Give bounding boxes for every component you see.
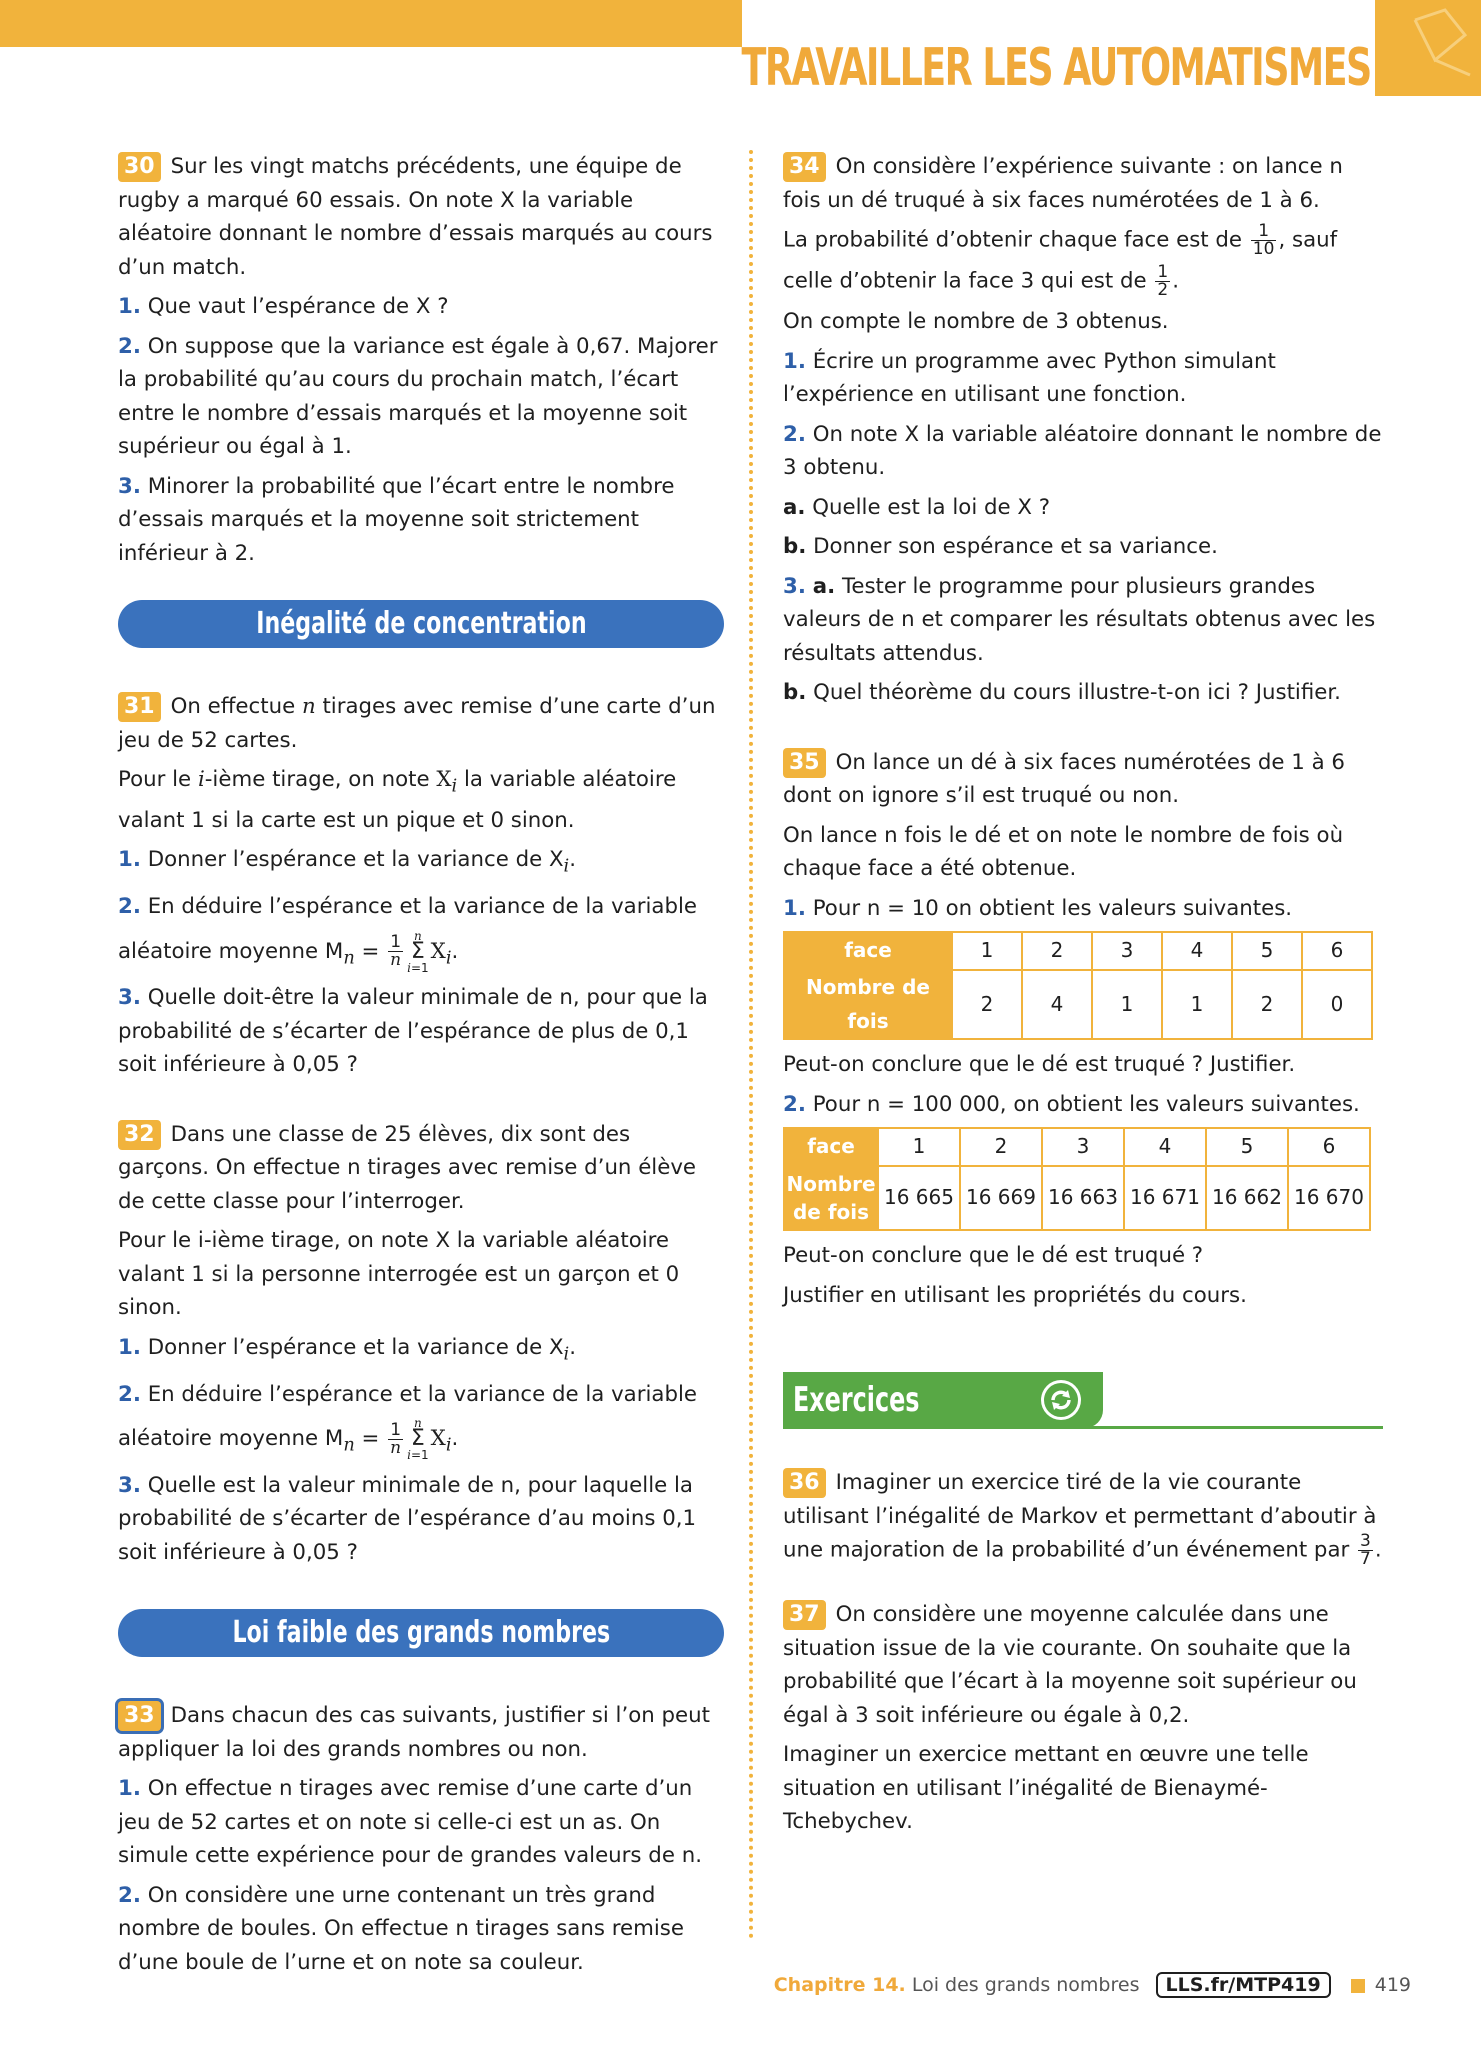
left-column <box>118 150 724 2009</box>
question-number: 2. <box>118 894 141 919</box>
table-cell: 16 669 <box>960 1166 1042 1230</box>
question-text: On suppose que la variance est égale à 0,67. Majorer la probabilité qu’au cours du prochain match, l’écart entre le nombre d’essais marqués et la moyenne soit supérieur ou égal à 1. <box>118 333 718 459</box>
exercise-text: On considère l’expérience suivante : on lance n fois un dé truqué à six faces numérotées de 1 à 6. <box>783 154 1343 213</box>
exercise-35 <box>783 746 1383 1313</box>
question-number: 2. <box>118 1882 141 1908</box>
text: -ième tirage, on note <box>204 767 437 792</box>
fraction: $\frac{1}{n}$ <box>390 1419 402 1458</box>
exercise-text: On considère une moyenne calculée dans une situation issue de la vie courante. On souhaite que la probabilité que l’écart à la moyenne soit supérieur ou égal à 3 soit inférieure ou égale à 0,2. <box>783 1602 1357 1728</box>
sub-question-label: a. <box>812 573 836 599</box>
question-text: Peut-on conclure que le dé est truqué ? Justifier. <box>783 1052 1296 1077</box>
question-text: Quel théorème du cours illustre-t-on ici ? Justifier. <box>813 680 1341 705</box>
question-number: 2. <box>118 333 141 359</box>
question-text: Tester le programme pour plusieurs grandes valeurs de n et comparer les résultats obtenus avec les résultats attendus. <box>783 573 1376 666</box>
footer-chapter: Chapitre 14. <box>773 1974 906 1996</box>
table-cell: 1 <box>952 932 1022 970</box>
question-text: Minorer la probabilité que l’écart entre le nombre d’essais marqués et la moyenne soit strictement inférieur à 2. <box>118 473 675 566</box>
question-number: 3. <box>783 573 806 599</box>
question-text: Donner l’espérance et la variance de X <box>147 1334 564 1360</box>
question-text: Quelle est la valeur minimale de n, pour laquelle la probabilité de s’écarter de l’espérance d’au moins 0,1 soit inférieure à 0,05 ? <box>118 1472 697 1565</box>
question-number: 1. <box>118 294 141 319</box>
table-header-line: Nombre <box>786 1172 876 1196</box>
section-title: Exercices inversés <box>793 1380 920 1476</box>
math-X: X <box>436 767 452 792</box>
exercise-37 <box>783 1598 1383 1839</box>
table-cell: 16 671 <box>1124 1166 1206 1230</box>
question-text: Pour n = 100 000, on obtient les valeurs suivantes. <box>812 1091 1360 1117</box>
exercise-text: Imaginer un exercice tiré de la vie courante utilisant l’inégalité de Markov et permettant d’aboutir à une majoration de la probabilité d’un événement par <box>783 1470 1377 1563</box>
question-number: 1. <box>783 348 806 374</box>
text: , sauf <box>1278 227 1338 253</box>
exercise-number: 35 <box>783 748 826 778</box>
table-cell: 3 <box>1042 1128 1124 1166</box>
table-cell: 2 <box>952 970 1022 1039</box>
question-number: 1. <box>783 895 806 921</box>
table-cell: 16 663 <box>1042 1166 1124 1230</box>
text: la variable aléatoire valant 1 si la carte est un pique et 0 sinon. <box>118 767 677 833</box>
text: On compte le nombre de 3 obtenus. <box>783 309 1169 334</box>
exercise-30 <box>118 150 724 570</box>
exercise-text: Pour le i-ième tirage, on note X la variable aléatoire valant 1 si la personne interrogée est un garçon et 0 sinon. <box>118 1228 680 1321</box>
exercise-33 <box>118 1699 724 1979</box>
page-header-title: TRAVAILLER LES AUTOMATISMES <box>741 38 1371 98</box>
sub-question-label: a. <box>783 494 806 520</box>
table-cell: 1 <box>1162 970 1232 1039</box>
exercise-number: 36 <box>783 1468 826 1498</box>
fraction-3-7: $\frac{3}{7}$ <box>1360 1531 1371 1569</box>
question-text: En déduire l’espérance et la variance de la variable <box>147 894 697 919</box>
right-column <box>783 150 1383 1869</box>
question-text: En déduire l’espérance et la variance de la variable <box>147 1381 697 1407</box>
table-cell: 1 <box>878 1128 960 1166</box>
section-title: Loi faible des grands nombres <box>232 1615 610 1651</box>
footer-link[interactable]: LLS.fr/MTP419 <box>1156 1972 1331 1998</box>
exercise-number: 37 <box>783 1600 826 1630</box>
math-i: i <box>197 767 205 792</box>
page-footer <box>774 1972 1411 1998</box>
table-header-line: de fois <box>792 1200 870 1224</box>
table-cell: 1 <box>1092 970 1162 1039</box>
table-header: face <box>784 1128 878 1166</box>
math-sub: i <box>451 776 458 797</box>
table-cell: 16 670 <box>1288 1166 1370 1230</box>
question-text: Quelle est la loi de X ? <box>812 494 1051 520</box>
section-heading-grands-nombres <box>118 1609 724 1657</box>
footer-chapter-title: Loi des grands nombres <box>911 1974 1140 1996</box>
math-n: n <box>301 694 316 719</box>
table-cell: 6 <box>1288 1128 1370 1166</box>
question-number: 1. <box>118 847 141 873</box>
question-number: 3. <box>118 985 141 1011</box>
table-cell: 4 <box>1124 1128 1206 1166</box>
exercise-text: Dans chacun des cas suivants, justifier si l’on peut appliquer la loi des grands nombres ou non. <box>118 1703 710 1762</box>
exercise-36: 36 Imaginer un exercice tiré de la vie courante utilisant l’inégalité de Markov et permettant d’aboutir à une majoration de la probabilité d’un événement par $\frac{3}{7}$ . <box>783 1470 1382 1569</box>
question-text: Pour n = 10 on obtient les valeurs suivantes. <box>812 895 1293 921</box>
question-number: 2. <box>118 1381 141 1407</box>
sum-symbol: n Σ i=1 <box>407 928 429 975</box>
section-heading-exercices-inverses <box>783 1372 1383 1476</box>
table-cell: 2 <box>960 1128 1042 1166</box>
table-cell: 0 <box>1302 970 1372 1039</box>
text: celle d’obtenir la face 3 qui est de <box>783 268 1154 294</box>
question-text: On considère une urne contenant un très grand nombre de boules. On effectue n tirages sans remise d’une boule de l’urne et on note sa couleur. <box>118 1882 684 1975</box>
table-header: Nombre de fois <box>784 970 952 1039</box>
table-cell: 5 <box>1232 932 1302 970</box>
exercise-number: 32 <box>118 1120 161 1150</box>
table-cell: 5 <box>1206 1128 1288 1166</box>
exercise-text: On lance n fois le dé et on note le nombre de fois où chaque face a été obtenue. <box>783 822 1344 881</box>
question-text: Donner son espérance et sa variance. <box>813 534 1218 559</box>
table-cell: 2 <box>1232 970 1302 1039</box>
table-cell: 16 665 <box>878 1166 960 1230</box>
exercise-text: Imaginer un exercice mettant en œuvre une telle situation en utilisant l’inégalité de Bienaymé-Tchebychev. <box>783 1742 1309 1834</box>
question-text: aléatoire moyenne M <box>118 1426 344 1451</box>
table-header: face <box>784 932 952 970</box>
fraction-1-2: $\frac{1}{2}$ <box>1157 262 1169 300</box>
table-cell: 4 <box>1162 932 1232 970</box>
question-number: 3. <box>118 473 141 499</box>
question-number: 3. <box>118 1472 141 1498</box>
question-text: Peut-on conclure que le dé est truqué ? <box>783 1243 1204 1268</box>
question-text: Donner l’espérance et la variance de X <box>147 847 564 873</box>
exercise-number: 31 <box>118 692 161 722</box>
section-heading-concentration <box>118 600 724 648</box>
sub-question-label: b. <box>783 534 807 559</box>
header-bar <box>0 0 742 47</box>
table-cell: 3 <box>1092 932 1162 970</box>
exercise-number: 30 <box>118 152 161 182</box>
fraction-1-10: $\frac{1}{10}$ <box>1252 221 1275 259</box>
exercise-number: 34 <box>783 152 826 182</box>
question-text: Écrire un programme avec Python simulant l’expérience en utilisant une fonction. <box>783 348 1276 407</box>
fraction: $\frac{1}{n}$ <box>390 932 402 970</box>
text: La probabilité d’obtenir chaque face est de <box>783 227 1249 253</box>
text: tirages avec remise d’une carte d’un jeu de 52 cartes. <box>118 694 716 753</box>
question-text: aléatoire moyenne M <box>118 938 344 964</box>
table-cell: 16 662 <box>1206 1166 1288 1230</box>
table-cell: 2 <box>1022 932 1092 970</box>
question-text: On effectue n tirages avec remise d’une carte d’un jeu de 52 cartes et on note si celle-ci est un as. On simule cette expérience pour de grandes valeurs de n. <box>118 1776 702 1869</box>
table-cell: 6 <box>1302 932 1372 970</box>
question-number: 1. <box>118 1334 141 1360</box>
table-cell: 4 <box>1022 970 1092 1039</box>
footer-square-icon <box>1351 1979 1365 1993</box>
question-number: 1. <box>118 1776 141 1802</box>
sum-symbol: n Σ i=1 <box>407 1416 429 1462</box>
exercise-text: On lance un dé à six faces numérotées de 1 à 6 dont on ignore s’il est truqué ou non. <box>783 749 1345 808</box>
exercise-34: 34 On considère l’expérience suivante : on lance n fois un dé truqué à six faces numérotées de 1 à 6. La probabilité d’obtenir chaque face est de $\frac{1}{10}$ , sauf celle d’obtenir la face 3 qui est de $\frac{1}{2}$ . On compte le nombre de 3 obtenus. 1. Écrire un programme avec Python simulant l’expérience en utilisant une fonction. 2. On note X la variable aléatoire donnant le nombre de 3 obtenu. a. Quelle est la loi de X ? b. Donner son espérance et sa variance. 3. a. Tester le programme pour plusieurs grandes valeurs de n et comparer les résultats obtenus avec les résultats attendus. b. Quel théorème du cours illustre-t-on ici ? Justifier. <box>783 154 1382 705</box>
question-number: 2. <box>783 421 806 447</box>
text: On effectue <box>170 694 302 719</box>
section-title: Inégalité de concentration <box>255 606 587 641</box>
exercise-text: Dans une classe de 25 élèves, dix sont des garçons. On effectue n tirages avec remise d’un élève de cette classe pour l’interroger. <box>118 1121 697 1214</box>
question-text: Quelle doit-être la valeur minimale de n, pour que la probabilité de s’écarter de l’espérance de plus de 0,1 soit inférieure à 0,05 ? <box>118 985 708 1078</box>
column-divider <box>749 150 753 1940</box>
question-text: Justifier en utilisant les propriétés du cours. <box>783 1282 1247 1308</box>
exercise-text: Sur les vingt matchs précédents, une équipe de rugby a marqué 60 essais. On note X la variable aléatoire donnant le nombre d’essais marqués au cours d’un match. <box>118 154 713 280</box>
text: Pour le <box>118 767 198 792</box>
question-text: On note X la variable aléatoire donnant le nombre de 3 obtenu. <box>783 421 1382 480</box>
results-table-n100000 <box>783 1127 1371 1231</box>
corner-decoration <box>1375 0 1481 96</box>
sub-question-label: b. <box>783 680 807 705</box>
table-header <box>784 1166 878 1230</box>
question-number: 2. <box>783 1091 806 1117</box>
exercise-32: 32 Dans une classe de 25 élèves, dix sont des garçons. On effectue n tirages avec remise d’un élève de cette classe pour l’interroger. Pour le i-ième tirage, on note X la variable aléatoire valant 1 si la personne interrogée est un garçon et 0 sinon. 1. Donner l’espérance et la variance de $X_i$. 2. En déduire l’espérance et la variance de la variable aléatoire moyenne $M_n$ = $\frac{1}{n}$ n Σ $i=1X_i$. 3. Quelle est la valeur minimale de n, pour laquelle la probabilité de s’écarter de l’espérance d’au moins 0,1 soit inférieure à 0,05 ? <box>118 1121 697 1565</box>
exercise-31: 31 On effectue n tirages avec remise d’une carte d’un jeu de 52 cartes. Pour le i-ième tirage, on note $X_i$ la variable aléatoire valant 1 si la carte est un pique et 0 sinon. 1. Donner l’espérance et la variance de $X_i$. 2. En déduire l’espérance et la variance de la variable aléatoire moyenne $M_n$ = $\frac{1}{n}$ n Σ $i=1X_i$. 3. Quelle doit-être la valeur minimale de n, pour que la probabilité de s’écarter de l’espérance de plus de 0,1 soit inférieure à 0,05 ? <box>118 694 716 1078</box>
refresh-icon <box>1041 1380 1081 1420</box>
page-number: 419 <box>1374 1974 1411 1996</box>
results-table-n10 <box>783 931 1373 1040</box>
exercise-number: 33 <box>118 1701 161 1731</box>
question-text: Que vaut l’espérance de X ? <box>147 294 449 319</box>
